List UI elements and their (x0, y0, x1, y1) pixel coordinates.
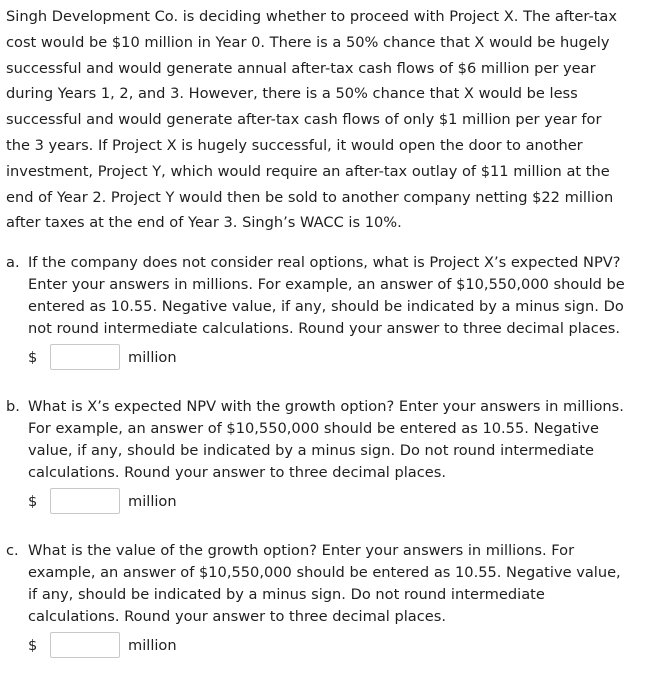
problem-text-line: end of Year 2. Project Y would then be sold to another company netting $22 million (6, 188, 614, 206)
question-a (6, 252, 644, 372)
problem-text-line: investment, Project Y, which would require an after-tax outlay of $11 million at the (6, 162, 610, 180)
question-text-line: What is X’s expected NPV with the growth option? Enter your answers in millions. (28, 398, 624, 415)
question-letter: c. (6, 542, 19, 559)
problem-text-line: after taxes at the end of Year 3. Singh’s WACC is 10%. (6, 214, 402, 232)
currency-symbol: $ (28, 348, 38, 366)
question-text-line: calculations. Round your answer to three decimal places. (28, 608, 446, 625)
question-text-line: entered as 10.55. Negative value, if any, should be indicated by a minus sign. Do (28, 298, 624, 315)
unit-label: million (128, 636, 177, 654)
question-text-line: example, an answer of $10,550,000 should be entered as 10.55. Negative value, (28, 564, 621, 581)
problem-statement (6, 4, 644, 236)
question-b (6, 396, 644, 516)
currency-symbol: $ (28, 492, 38, 510)
problem-text-line: cost would be $10 million in Year 0. There is a 50% chance that X would be hugely (6, 33, 610, 51)
question-letter: a. (6, 254, 20, 271)
question-text-line: For example, an answer of $10,550,000 should be entered as 10.55. Negative (28, 420, 599, 437)
question-text-line: If the company does not consider real options, what is Project X’s expected NPV? (28, 254, 621, 271)
answer-input-b[interactable] (50, 488, 120, 514)
question-text-line: What is the value of the growth option? Enter your answers in millions. For (28, 542, 575, 559)
question-a-body (6, 252, 644, 372)
answer-input-a[interactable] (50, 344, 120, 370)
question-text-line: not round intermediate calculations. Round your answer to three decimal places. (28, 320, 621, 337)
answer-row-a (28, 342, 644, 372)
question-text-line: if any, should be indicated by a minus sign. Do not round intermediate (28, 586, 545, 603)
unit-label: million (128, 492, 177, 510)
problem-text-line: during Years 1, 2, and 3. However, there is a 50% chance that X would be less (6, 85, 578, 103)
currency-symbol: $ (28, 636, 38, 654)
question-c-body (6, 540, 644, 660)
question-text-line: Enter your answers in millions. For example, an answer of $10,550,000 should be (28, 276, 625, 293)
unit-label: million (128, 348, 177, 366)
problem-text-line: Singh Development Co. is deciding whether to proceed with Project X. The after-tax (6, 8, 618, 25)
question-text-line: calculations. Round your answer to three decimal places. (28, 464, 446, 481)
answer-input-c[interactable] (50, 632, 120, 658)
question-letter: b. (6, 398, 20, 415)
problem-text-line: the 3 years. If Project X is hugely successful, it would open the door to another (6, 136, 583, 154)
question-c (6, 540, 644, 660)
problem-text-line: successful and would generate after-tax cash flows of only $1 million per year for (6, 111, 602, 129)
question-b-body (6, 396, 644, 516)
answer-row-c (28, 630, 644, 660)
problem-text-line: successful and would generate annual after-tax cash flows of $6 million per year (6, 59, 596, 77)
answer-row-b (28, 486, 644, 516)
question-text-line: value, if any, should be indicated by a minus sign. Do not round intermediate (28, 442, 594, 459)
